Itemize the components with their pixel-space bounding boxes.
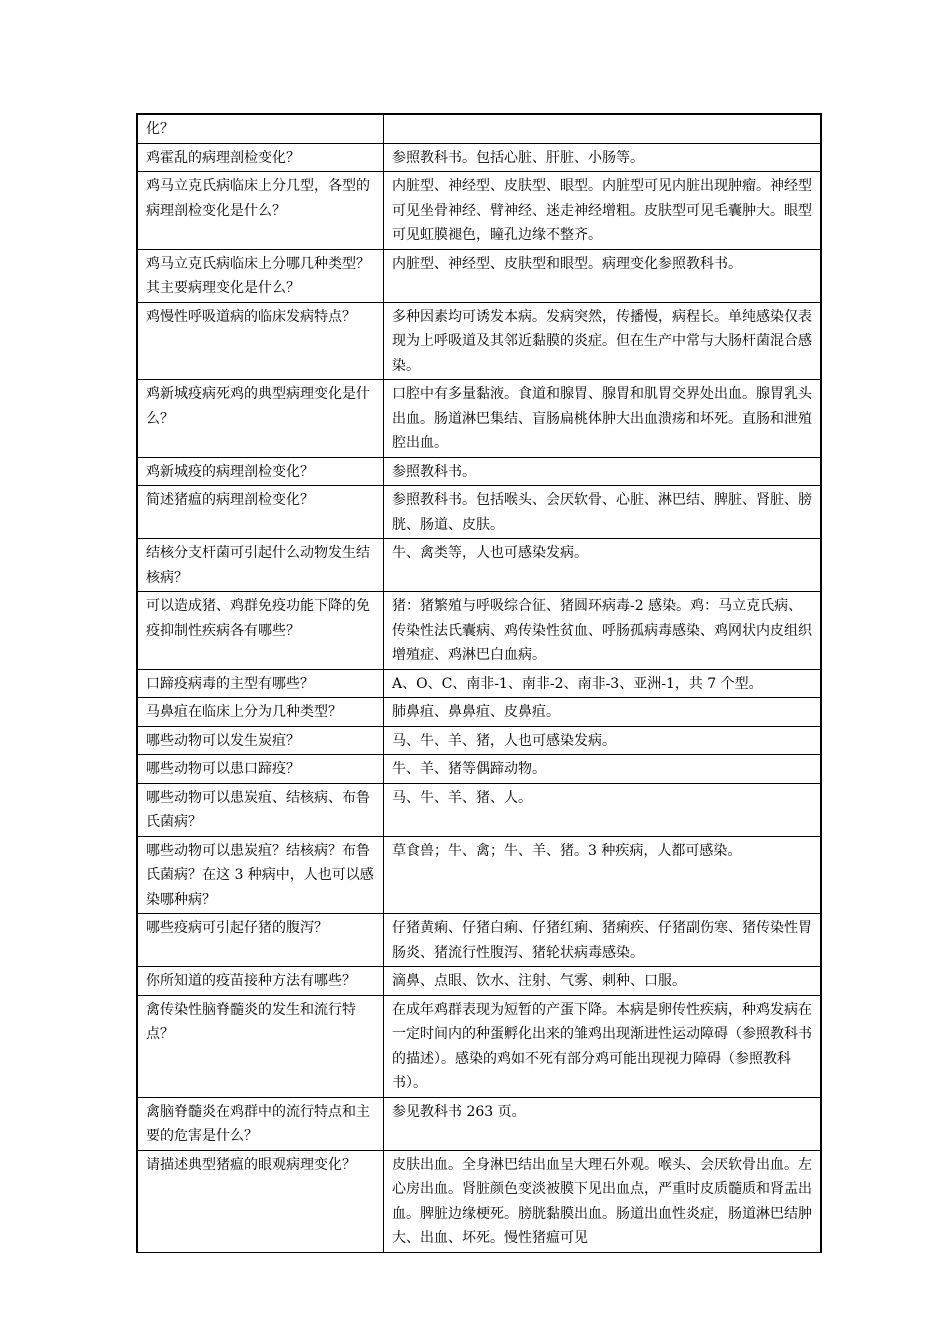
question-cell: 口蹄疫病毒的主型有哪些？	[137, 669, 384, 698]
answer-cell: 滴鼻、点眼、饮水、注射、气雾、刺种、口服。	[384, 967, 822, 996]
answer-cell: 仔猪黄痢、仔猪白痢、仔猪红痢、猪痢疾、仔猪副伤寒、猪传染性胃肠炎、猪流行性腹泻、猪轮状病毒感染。	[384, 914, 822, 967]
answer-cell: 肺鼻疽、鼻鼻疽、皮鼻疽。	[384, 698, 822, 727]
table-row	[137, 114, 821, 143]
table-row	[137, 755, 821, 784]
table-row	[137, 995, 821, 1097]
answer-cell: 内脏型、神经型、皮肤型和眼型。病理变化参照教科书。	[384, 249, 822, 302]
answer-cell: 参照教科书。包括喉头、会厌软骨、心脏、淋巴结、脾脏、肾脏、膀胱、肠道、皮肤。	[384, 486, 822, 539]
table-row	[137, 249, 821, 302]
table-row	[137, 539, 821, 592]
answer-cell	[384, 114, 822, 143]
answer-cell: 内脏型、神经型、皮肤型、眼型。内脏型可见内脏出现肿瘤。神经型可见坐骨神经、臂神经、迷走神经增粗。皮肤型可见毛囊肿大。眼型可见虹膜褪色，瞳孔边缘不整齐。	[384, 172, 822, 250]
table-row	[137, 1097, 821, 1150]
question-cell: 鸡慢性呼吸道病的临床发病特点？	[137, 302, 384, 380]
question-cell: 鸡新城疫的病理剖检变化？	[137, 457, 384, 486]
question-cell: 可以造成猪、鸡群免疫功能下降的免疫抑制性疾病各有哪些？	[137, 592, 384, 670]
table-row	[137, 486, 821, 539]
table-row	[137, 669, 821, 698]
question-cell: 请描述典型猪瘟的眼观病理变化？	[137, 1150, 384, 1252]
qa-table-body	[137, 114, 821, 1252]
answer-cell: 马、牛、羊、猪，人也可感染发病。	[384, 726, 822, 755]
answer-cell: 在成年鸡群表现为短暂的产蛋下降。本病是卵传性疾病，种鸡发病在一定时间内的种蛋孵化出来的雏鸡出现渐进性运动障碍（参照教科书的描述）。感染的鸡如不死有部分鸡可能出现视力障碍（参照教科书）。	[384, 995, 822, 1097]
answer-cell: 牛、禽类等，人也可感染发病。	[384, 539, 822, 592]
answer-cell: 猪：猪繁殖与呼吸综合征、猪圆环病毒-2 感染。鸡：马立克氏病、传染性法氏囊病、鸡传染性贫血、呼肠孤病毒感染、鸡网状内皮组织增殖症、鸡淋巴白血病。	[384, 592, 822, 670]
answer-cell: 牛、羊、猪等偶蹄动物。	[384, 755, 822, 784]
table-row	[137, 698, 821, 727]
answer-cell: 参照教科书。	[384, 457, 822, 486]
question-cell: 结核分支杆菌可引起什么动物发生结核病？	[137, 539, 384, 592]
table-row	[137, 836, 821, 914]
table-row	[137, 592, 821, 670]
table-row	[137, 914, 821, 967]
question-cell: 禽脑脊髓炎在鸡群中的流行特点和主要的危害是什么？	[137, 1097, 384, 1150]
question-cell: 鸡霍乱的病理剖检变化？	[137, 143, 384, 172]
answer-cell: 草食兽；牛、禽；牛、羊、猪。3 种疾病，人都可感染。	[384, 836, 822, 914]
question-cell: 马鼻疽在临床上分为几种类型？	[137, 698, 384, 727]
question-cell: 禽传染性脑脊髓炎的发生和流行特点？	[137, 995, 384, 1097]
question-cell: 哪些动物可以患炭疽、结核病、布鲁氏菌病？	[137, 783, 384, 836]
question-cell: 哪些疫病可引起仔猪的腹泻？	[137, 914, 384, 967]
question-cell: 哪些动物可以患炭疽？结核病？布鲁氏菌病？在这 3 种病中，人也可以感染哪种病？	[137, 836, 384, 914]
answer-cell: 口腔中有多量黏液。食道和腺胃、腺胃和肌胃交界处出血。腺胃乳头出血。肠道淋巴集结、盲肠扁桃体肿大出血溃疡和坏死。直肠和泄殖腔出血。	[384, 380, 822, 458]
answer-cell: A、O、C、南非-1、南非-2、南非-3、亚洲-1，共 7 个型。	[384, 669, 822, 698]
question-cell: 鸡马立克氏病临床上分几型，各型的病理剖检变化是什么？	[137, 172, 384, 250]
table-row	[137, 1150, 821, 1252]
question-cell: 哪些动物可以患口蹄疫？	[137, 755, 384, 784]
table-row	[137, 380, 821, 458]
question-cell: 简述猪瘟的病理剖检变化？	[137, 486, 384, 539]
answer-cell: 参见教科书 263 页。	[384, 1097, 822, 1150]
table-row	[137, 967, 821, 996]
answer-cell: 马、牛、羊、猪、人。	[384, 783, 822, 836]
question-cell: 你所知道的疫苗接种方法有哪些？	[137, 967, 384, 996]
question-cell: 鸡马立克氏病临床上分哪几种类型？其主要病理变化是什么？	[137, 249, 384, 302]
answer-cell: 多种因素均可诱发本病。发病突然，传播慢，病程长。单纯感染仅表现为上呼吸道及其邻近黏膜的炎症。但在生产中常与大肠杆菌混合感染。	[384, 302, 822, 380]
answer-cell: 参照教科书。包括心脏、肝脏、小肠等。	[384, 143, 822, 172]
table-row	[137, 172, 821, 250]
qa-table	[136, 113, 822, 1253]
question-cell: 哪些动物可以发生炭疽？	[137, 726, 384, 755]
answer-cell: 皮肤出血。全身淋巴结出血呈大理石外观。喉头、会厌软骨出血。左心房出血。肾脏颜色变淡被膜下见出血点，严重时皮质髓质和肾盂出血。脾脏边缘梗死。膀胱黏膜出血。肠道出血性炎症，肠道淋巴结肿大、出血、坏死。慢性猪瘟可见	[384, 1150, 822, 1252]
table-row	[137, 726, 821, 755]
question-cell: 鸡新城疫病死鸡的典型病理变化是什么？	[137, 380, 384, 458]
table-row	[137, 302, 821, 380]
table-row	[137, 783, 821, 836]
table-row	[137, 457, 821, 486]
table-row	[137, 143, 821, 172]
question-cell: 化？	[137, 114, 384, 143]
